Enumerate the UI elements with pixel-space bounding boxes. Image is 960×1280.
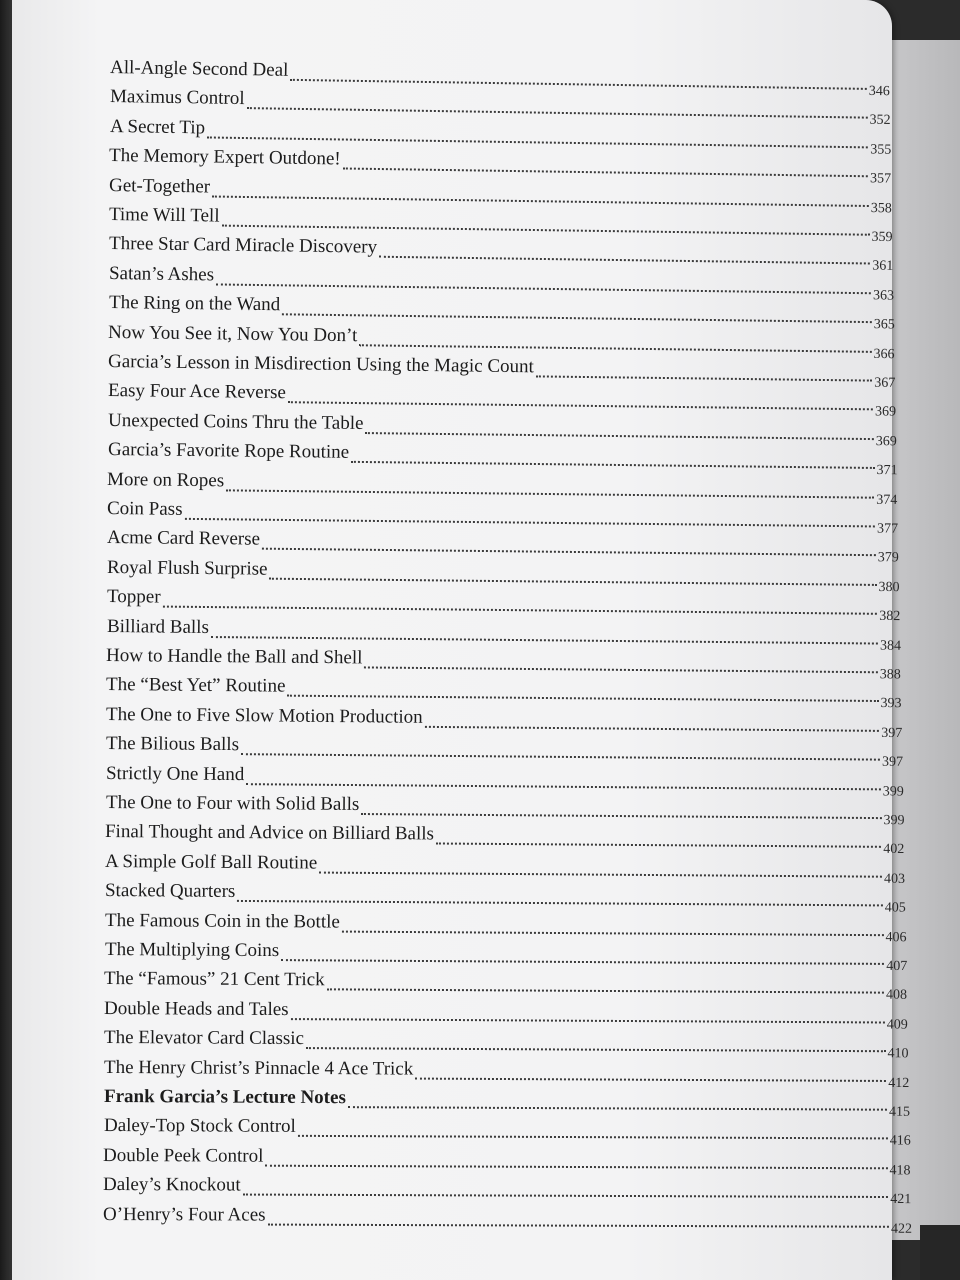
entry-page-number: 388: [880, 667, 902, 683]
entry-title: The Elevator Card Classic: [104, 1027, 305, 1050]
entry-title: The Memory Expert Outdone!: [109, 145, 342, 170]
dot-leader: [222, 225, 870, 236]
entry-page-number: 412: [888, 1075, 910, 1091]
entry-title: Coin Pass: [107, 498, 183, 520]
entry-title: Maximus Control: [109, 86, 245, 110]
entry-title: The Henry Christ’s Pinnacle 4 Ace Trick: [103, 1056, 414, 1080]
dot-leader: [348, 1106, 887, 1111]
dot-leader: [241, 753, 880, 760]
entry-title: Stacked Quarters: [104, 880, 236, 903]
dot-leader: [319, 871, 882, 877]
entry-title: Daley-Top Stock Control: [103, 1115, 296, 1138]
toc-entry: [104, 1057, 909, 1089]
dot-leader: [379, 256, 870, 265]
entry-page-number: 405: [884, 900, 906, 916]
dot-leader: [343, 168, 869, 178]
entry-title: Garcia’s Lesson in Misdirection Using the Magic Count: [108, 351, 535, 378]
entry-page-number: 399: [882, 813, 905, 829]
entry-title: Time Will Tell: [108, 204, 220, 227]
entry-page-number: 418: [889, 1163, 911, 1179]
entry-page-number: 380: [878, 579, 900, 595]
toc-entry: [105, 910, 907, 943]
dot-leader: [162, 606, 877, 615]
dot-leader: [210, 636, 877, 645]
entry-page-number: 366: [873, 346, 895, 362]
entry-title: The One to Four with Solid Balls: [105, 792, 359, 815]
entry-title: Acme Card Reverse: [107, 527, 261, 551]
entry-title: Get-Together: [109, 174, 211, 198]
entry-title: Easy Four Ace Reverse: [107, 380, 286, 404]
toc-entry: [105, 851, 905, 885]
entry-title: Double Peek Control: [103, 1144, 264, 1167]
dot-leader: [327, 989, 884, 994]
dot-leader: [281, 959, 884, 965]
entry-page-number: 397: [881, 754, 903, 771]
entry-title: The Famous Coin in the Bottle: [104, 909, 340, 933]
toc-entry: [103, 1204, 912, 1235]
entry-title: Topper: [106, 586, 161, 608]
entry-title: The One to Five Slow Motion Production: [105, 703, 423, 728]
entry-page-number: 377: [877, 521, 899, 537]
entry-title: Now You See it, Now You Don’t: [108, 321, 358, 346]
entry-page-number: 409: [886, 1017, 909, 1033]
entry-title: A Simple Golf Ball Routine: [105, 850, 318, 874]
entry-page-number: 365: [873, 317, 895, 333]
dot-leader: [425, 726, 880, 732]
entry-page-number: 393: [880, 696, 902, 712]
dot-leader: [360, 344, 872, 353]
entry-title: More on Ropes: [107, 468, 225, 491]
dot-leader: [282, 313, 872, 323]
dot-leader: [227, 489, 875, 498]
entry-page-number: 357: [870, 171, 892, 187]
entry-title: Unexpected Coins Thru the Table: [107, 409, 364, 434]
entry-title: Final Thought and Advice on Billiard Balls: [105, 821, 435, 845]
toc-entry: [104, 1027, 909, 1062]
entry-page-number: 384: [879, 638, 901, 654]
entry-page-number: 406: [885, 929, 907, 945]
toc-entry: [105, 880, 906, 914]
dot-leader: [237, 900, 882, 907]
dot-leader: [365, 666, 878, 673]
entry-page-number: 416: [889, 1133, 911, 1149]
dot-leader: [268, 1223, 889, 1227]
entry-page-number: 410: [887, 1046, 909, 1062]
entry-page-number: 379: [877, 550, 899, 566]
entry-page-number: 374: [876, 492, 898, 508]
entry-title: A Secret Tip: [109, 115, 205, 139]
entry-page-number: 371: [876, 463, 898, 479]
entry-title: O’Henry’s Four Aces: [102, 1203, 266, 1226]
entry-page-number: 361: [872, 258, 894, 275]
entry-title: The Multiplying Coins: [104, 939, 279, 962]
dot-leader: [288, 695, 879, 702]
dot-leader: [351, 461, 875, 469]
dot-leader: [291, 1018, 885, 1023]
entry-page-number: 363: [872, 288, 894, 304]
dot-leader: [212, 195, 869, 207]
entry-page-number: 359: [871, 229, 893, 246]
dot-leader: [306, 1047, 886, 1052]
entry-title: The “Best Yet” Routine: [106, 674, 286, 698]
entry-page-number: 421: [890, 1192, 912, 1208]
dot-leader: [415, 1077, 886, 1081]
dot-leader: [365, 432, 873, 440]
entry-title: The Bilious Balls: [105, 733, 239, 756]
entry-title: Strictly One Hand: [105, 762, 245, 785]
entry-title: Double Heads and Tales: [104, 997, 289, 1020]
dot-leader: [243, 1194, 889, 1198]
dot-leader: [207, 136, 868, 148]
entry-title: Daley’s Knockout: [103, 1174, 241, 1196]
dot-leader: [436, 843, 881, 848]
toc-entry: [103, 1144, 911, 1179]
entry-page-number: 402: [883, 842, 905, 858]
entry-page-number: 407: [885, 958, 907, 975]
dot-leader: [185, 518, 876, 528]
entry-page-number: 415: [888, 1104, 910, 1120]
dot-leader: [246, 107, 867, 119]
toc-entry: [104, 1086, 910, 1118]
toc-entry: [104, 998, 908, 1031]
dot-leader: [342, 930, 884, 936]
toc-entry: [103, 1174, 912, 1208]
entry-title: All-Angle Second Deal: [109, 57, 289, 81]
dot-leader: [361, 813, 881, 819]
entry-title: Billiard Balls: [106, 615, 209, 638]
entry-page-number: 369: [874, 404, 897, 421]
entry-title: The Ring on the Wand: [108, 292, 280, 316]
entry-page-number: 403: [884, 871, 906, 887]
entry-page-number: 408: [886, 988, 908, 1004]
entry-title: How to Handle the Ball and Shell: [106, 645, 363, 669]
toc-entry: [105, 821, 905, 858]
entry-page-number: 399: [882, 783, 904, 800]
entry-page-number: 369: [875, 433, 897, 450]
dot-leader: [269, 577, 876, 585]
toc-entry: [104, 939, 907, 975]
entry-title: Satan’s Ashes: [108, 262, 214, 286]
dot-leader: [246, 783, 881, 790]
dot-leader: [262, 548, 876, 557]
toc-entry: [105, 733, 903, 771]
entry-page-number: 367: [874, 375, 896, 391]
dot-leader: [290, 79, 867, 90]
entry-page-number: 346: [868, 83, 890, 100]
dot-leader: [288, 402, 873, 411]
entry-page-number: 358: [870, 200, 893, 216]
entry-page-number: 355: [869, 142, 892, 158]
entry-page-number: 352: [869, 113, 891, 129]
entry-title: Three Star Card Miracle Discovery: [108, 233, 378, 259]
dot-leader: [216, 283, 871, 294]
dot-leader: [297, 1135, 887, 1140]
entry-title: Frank Garcia’s Lecture Notes: [103, 1086, 346, 1109]
dot-leader: [266, 1164, 888, 1169]
entry-title: The “Famous” 21 Cent Trick: [104, 968, 326, 991]
toc-entry: [103, 1115, 910, 1147]
entry-title: Garcia’s Favorite Rope Routine: [107, 439, 349, 464]
toc-entry: [104, 968, 908, 1004]
dot-leader: [536, 375, 873, 381]
entry-page-number: 397: [881, 725, 903, 741]
entry-page-number: 382: [878, 609, 901, 625]
entry-page-number: 422: [890, 1221, 912, 1237]
entry-title: Royal Flush Surprise: [106, 556, 268, 580]
